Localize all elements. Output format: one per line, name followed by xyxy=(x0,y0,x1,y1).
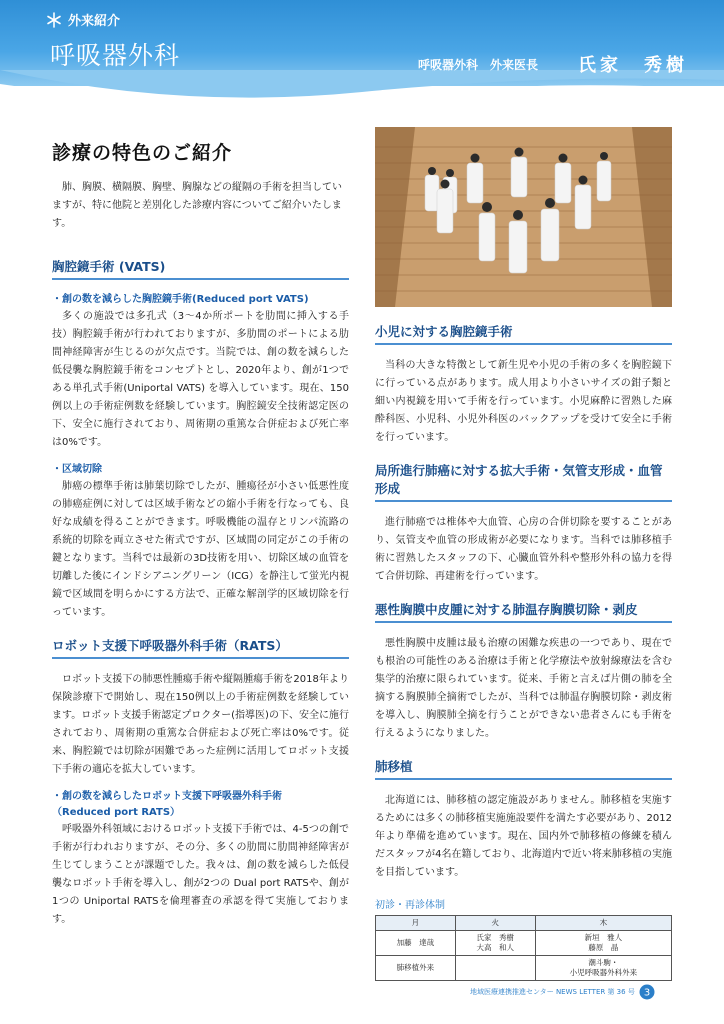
page-header xyxy=(0,0,724,86)
subheading-segmentectomy: ・区域切除 xyxy=(52,464,102,475)
right-column xyxy=(375,322,672,981)
header-title: 呼吸器外科 xyxy=(50,41,181,70)
paragraph-rats: ロボット支援下の肺悪性腫瘍手術や縦隔腫瘍手術を2018年より保険診療下で開始し、現在150例以上の手術症例数を経験しています。ロボット支援手術認定プロクター(指導医)の下、安全に施行されており、周術期の重篤な合併症および死亡率は0%です。従来、胸腔鏡では切除が困難であった症例に活用してロボット支援下手術の適応を拡大しています。 xyxy=(52,674,349,775)
schedule-header-row xyxy=(376,916,672,931)
section-pediatric xyxy=(375,322,672,447)
staff-group-photo xyxy=(375,127,672,307)
section-advanced xyxy=(375,461,672,586)
schedule-col-tue: 火 xyxy=(455,916,535,931)
schedule-cell: 潮斗駒・ 小児呼吸器外科外来 xyxy=(535,956,671,981)
paragraph-transplant: 北海道には、肺移植の認定施設がありません。肺移植を実施するためには多くの肺移植実施施設要件を満たす必要があり、2012年より準備を進めています。現在、国内外で肺移植の修練を積んだスタッフが4名在籍しており、北海道内で近い将来肺移植の実施を目指しています。 xyxy=(375,795,672,878)
schedule-col-thu: 木 xyxy=(535,916,671,931)
paragraph-reduced-port-vats: 多くの施設では多孔式（3～4か所ポートを肋間に挿入する手技）胸腔鏡手術が行われておりますが、多肋間のポートによる肋間神経障害が生じるのが欠点です。当院では、創の数を減らした低侵襲な胸腔鏡手術をコンセプトとし、2020年より、創が1つである単孔式手術(Uniportal VATS) を導入しています。現在、150例以上の手術症例数を経験しています。胸腔鏡安全技術認定医の下、安全に施行されており、周術期の重篤な合併症および死亡率は0%です。 xyxy=(52,311,349,448)
staircase-illustration xyxy=(375,127,672,307)
schedule-heading: 初診・再診体制 xyxy=(375,900,445,911)
left-column xyxy=(52,138,349,943)
schedule-block xyxy=(375,896,672,981)
subheading-reduced-port-rats: ・創の数を減らしたロボット支援下呼吸器外科手術 xyxy=(52,791,282,802)
page-number: 3 xyxy=(643,987,651,999)
header-dept: 呼吸器外科 外来医長 xyxy=(418,58,539,72)
schedule-cell: 肺移植外来 xyxy=(376,956,456,981)
schedule-table xyxy=(375,915,672,981)
paragraph-mesothelioma: 悪性胸膜中皮腫は最も治療の困難な疾患の一つであり、現在でも根治の可能性のある治療は手術と化学療法や放射線療法を含む集学的治療に限られています。従来、手術と言えば片側の肺を全摘する胸膜肺全摘術でしたが、当科では肺温存胸膜切除・剥皮術を導入し、胸膜肺全摘を行うことができない患者さんにも手術を行えるようになりました。 xyxy=(375,638,672,739)
section-heading-mesothelioma: 悪性胸膜中皮腫に対する肺温存胸膜切除・剥皮 xyxy=(375,600,672,623)
snowflake-icon xyxy=(46,12,62,28)
page-title: 診療の特色のご紹介 xyxy=(52,142,233,164)
header-kicker-text: 外来紹介 xyxy=(68,14,121,29)
section-heading-transplant: 肺移植 xyxy=(375,757,672,780)
section-heading-advanced: 局所進行肺癌に対する拡大手術・気管支形成・血管形成 xyxy=(375,461,672,502)
page-footer xyxy=(470,984,655,1000)
section-mesothelioma xyxy=(375,600,672,743)
paragraph-reduced-port-rats: 呼吸器外科領域におけるロボット支援下手術では、4-5つの創で手術が行われおりますが、その分、多くの肋間に肋間神経障害が生じてしまうことが課題でした。我々は、創の数を減らした低侵襲なロボット手術を導入し、創が2つの Dual port RATSや、創が1つの Uniportal RATSを倫理審査の承認を得て実施しております。 xyxy=(52,824,349,925)
page-number-badge-icon xyxy=(639,984,655,1000)
section-heading-pediatric: 小児に対する胸腔鏡手術 xyxy=(375,322,672,345)
header-doctor-name: 氏家 秀樹 xyxy=(578,55,688,76)
section-heading-rats: ロボット支援下呼吸器外科手術（RATS） xyxy=(52,636,349,659)
schedule-cell xyxy=(455,956,535,981)
footer-text: 地域医療連携推進センター NEWS LETTER 第 36 号 xyxy=(470,988,635,996)
table-row xyxy=(376,931,672,956)
schedule-cell: 加藤 達哉 xyxy=(376,931,456,956)
paragraph-pediatric: 当科の大きな特徴として新生児や小児の手術の多くを胸腔鏡下に行っている点があります。成人用より小さいサイズの鉗子類と細い内視鏡を用いて手術を行っています。小児麻酔に習熟した麻酔科医、小児科、小児外科医のバックアップを受けて安全に手術を行っています。 xyxy=(375,360,672,443)
header-kicker xyxy=(46,10,120,29)
paragraph-segmentectomy: 肺癌の標準手術は肺葉切除でしたが、腫瘍径が小さい低悪性度の肺癌症例に対しては区域手術などの縮小手術を行なっても、良好な成績を得ることができます。呼吸機能の温存とリンパ流路の系統的切除を両立させた術式ですが、区域間の同定がこの手術の鍵となります。当科では最新の3D技術を用い、切除区域の血管を切離した後にインドシアニングリーン（ICG）を静注して蛍光内視鏡で区域間を明らかにする方法で、正確な解剖学的区域切除を行っています。 xyxy=(52,481,349,618)
schedule-cell: 新垣 雅人 藤原 晶 xyxy=(535,931,671,956)
subheading-reduced-port-rats-en: （Reduced port RATS） xyxy=(52,807,181,818)
section-heading-vats: 胸腔鏡手術 (VATS) xyxy=(52,257,349,280)
table-row xyxy=(376,956,672,981)
schedule-col-mon: 月 xyxy=(376,916,456,931)
intro-text: 肺、胸膜、横隔膜、胸壁、胸腺などの縦隔の手術を担当していますが、特に他院と差別化した診療内容についてご紹介いたします。 xyxy=(52,182,342,229)
schedule-cell: 氏家 秀樹 大高 和人 xyxy=(455,931,535,956)
section-rats xyxy=(52,636,349,929)
section-vats xyxy=(52,257,349,622)
section-transplant xyxy=(375,757,672,882)
paragraph-advanced: 進行肺癌では椎体や大血管、心房の合併切除を要することがあり、気管支や血管の形成術が必要になります。当科では肺移植手術に習熟したスタッフの下、心臓血管外科や整形外科の協力を得て合併切除、再建術を行っています。 xyxy=(375,517,672,582)
subheading-reduced-port-vats: ・創の数を減らした胸腔鏡手術(Reduced port VATS) xyxy=(52,294,309,305)
